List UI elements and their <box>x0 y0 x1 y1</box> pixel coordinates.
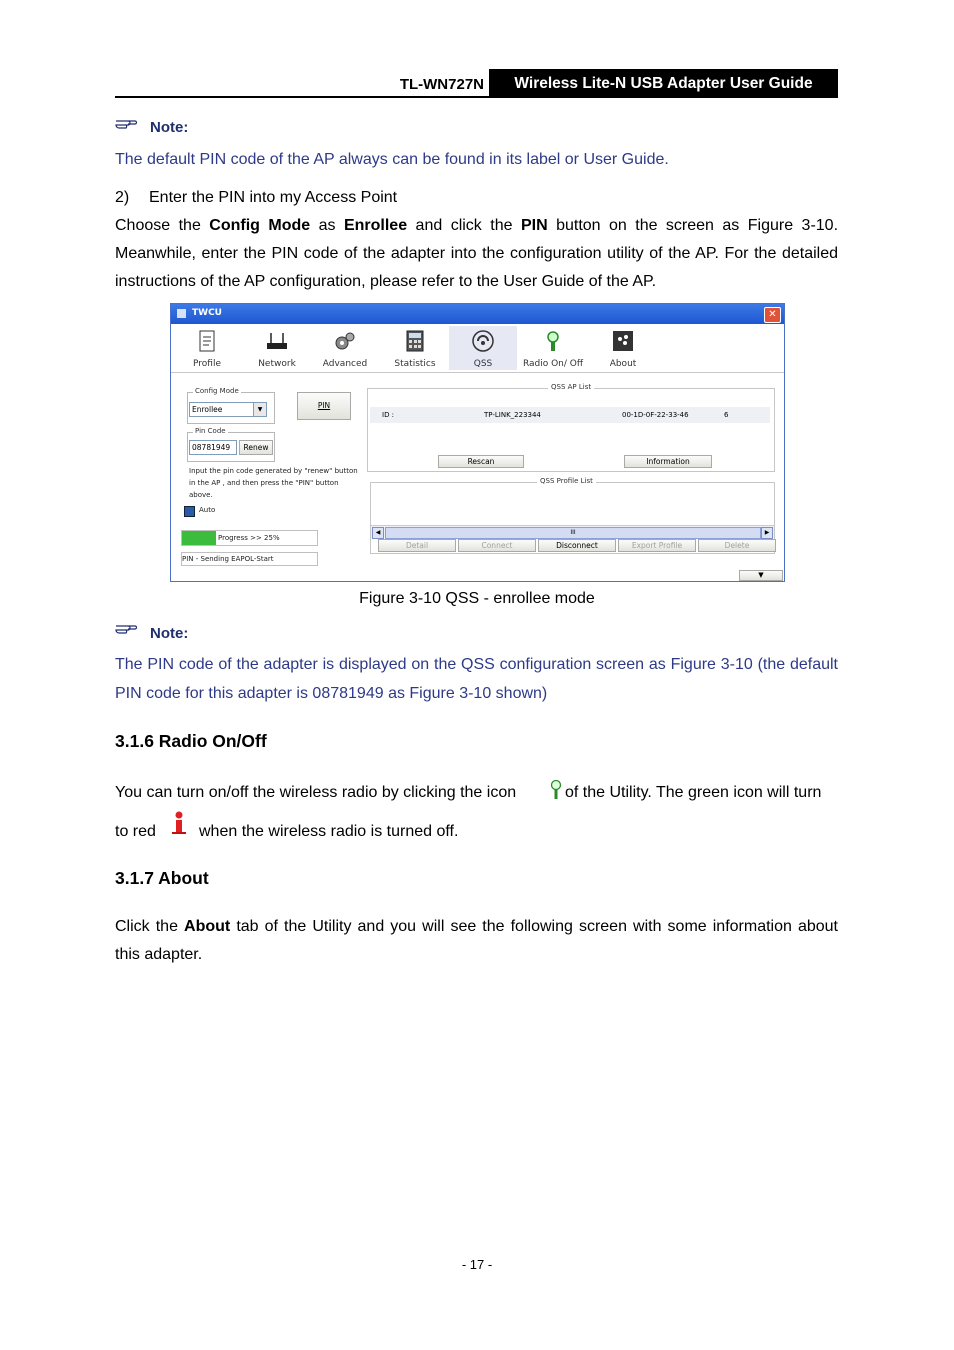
profile-icon <box>195 329 219 353</box>
progress-text: Progress >> 25% <box>218 534 280 542</box>
scroll-thumb[interactable]: III <box>385 527 761 539</box>
pointing-hand-icon <box>115 116 137 130</box>
note-text: The PIN code of the adapter is displayed on the QSS configuration screen as Figure 3-10 (the default PIN code for this adapter is 08781949 as Figure 3-10 shown) <box>115 656 838 702</box>
auto-checkbox[interactable] <box>184 506 195 517</box>
rescan-button[interactable]: Rescan <box>438 455 524 468</box>
tab-advanced[interactable]: Advanced <box>311 326 379 370</box>
header-model: TL-WN727N <box>399 76 484 93</box>
gears-icon <box>333 329 357 353</box>
disconnect-button[interactable]: Disconnect <box>538 539 616 552</box>
step-number: 2) <box>115 189 130 206</box>
ap-row[interactable]: ID : TP-LINK_223344 00-1D-0F-22-33-46 6 <box>370 407 770 423</box>
connect-button[interactable]: Connect <box>458 539 536 552</box>
config-mode-select[interactable]: Enrollee ▼ <box>189 402 267 417</box>
radio-text-line2b: when the wireless radio is turned off. <box>199 823 459 840</box>
auto-label: Auto <box>199 506 216 514</box>
config-mode-group: Config Mode <box>187 392 275 424</box>
window-titlebar <box>171 304 784 324</box>
pin-button[interactable]: PIN <box>297 392 351 420</box>
radio-text-line1b: of the Utility. The green icon will turn <box>565 784 822 801</box>
twcu-window-screenshot <box>170 303 785 582</box>
pin-instructions: Input the pin code generated by "renew" button in the AP , and then press the "PIN" button above. <box>189 467 358 499</box>
radio-green-icon <box>547 779 565 801</box>
note-label: Note: <box>150 119 189 136</box>
progress-fill <box>182 531 216 545</box>
radio-red-icon <box>170 810 188 836</box>
delete-button[interactable]: Delete <box>698 539 776 552</box>
information-button[interactable]: Information <box>624 455 712 468</box>
renew-button[interactable]: Renew <box>239 440 273 455</box>
figure-caption: Figure 3-10 QSS - enrollee mode <box>359 590 595 607</box>
horizontal-scrollbar[interactable] <box>371 525 774 538</box>
chevron-down-icon: ▼ <box>253 403 266 416</box>
section-heading-about: 3.1.7 About <box>115 868 209 888</box>
about-icon <box>611 329 635 353</box>
qss-ap-list-panel: QSS AP List ID : TP-LINK_223344 00-1D-0F-22-33-46 6 Rescan Information <box>367 388 775 472</box>
app-icon <box>177 309 186 318</box>
pointing-hand-icon <box>115 621 137 635</box>
qss-profile-list-panel: QSS Profile List ◀ III ▶ <box>370 482 775 554</box>
radio-text-line1: You can turn on/off the wireless radio by clicking the icon <box>115 784 517 801</box>
header-title: Wireless Lite-N USB Adapter User Guide <box>489 69 838 97</box>
tab-about[interactable]: About <box>589 326 657 370</box>
page-number: - 17 - <box>461 1257 493 1272</box>
note-label: Note: <box>150 625 189 642</box>
qss-icon <box>471 329 495 353</box>
detail-button[interactable]: Detail <box>378 539 456 552</box>
step-text: Enter the PIN into my Access Point <box>149 189 398 206</box>
toolbar <box>171 324 784 373</box>
about-paragraph: Click the About tab of the Utility and you will see the following screen with some information about this adapter. <box>115 918 838 963</box>
expand-down-icon[interactable]: ▼ <box>739 570 783 581</box>
window-title: TWCU <box>192 308 222 318</box>
paragraph-config-mode: Choose the Config Mode as Enrollee and click the PIN button on the screen as Figure 3-10. Meanwhile, enter the PIN code of the adapter into the configuration utility of the AP. For the detailed instructions of the AP configuration, please refer to the User Guide of the AP. <box>115 217 839 290</box>
scroll-left-icon[interactable]: ◀ <box>372 527 384 539</box>
tab-profile[interactable]: Profile <box>173 326 241 370</box>
header-rule <box>115 96 838 98</box>
note-text: The default PIN code of the AP always can be found in its label or User Guide. <box>115 151 669 168</box>
section-heading-radio: 3.1.6 Radio On/Off <box>115 731 267 751</box>
tab-network[interactable]: Network <box>243 326 311 370</box>
export-profile-button[interactable]: Export Profile <box>618 539 696 552</box>
progress-bar <box>181 530 318 546</box>
close-button[interactable]: ✕ <box>764 307 781 323</box>
scroll-right-icon[interactable]: ▶ <box>761 527 773 539</box>
calculator-icon <box>403 329 427 353</box>
pin-code-group: Pin Code <box>187 432 275 462</box>
tab-statistics[interactable]: Statistics <box>381 326 449 370</box>
pin-code-field[interactable]: 08781949 <box>189 440 237 455</box>
tab-radio-on-off[interactable]: Radio On/ Off <box>517 326 589 370</box>
status-text: PIN - Sending EAPOL-Start <box>181 552 318 566</box>
radio-text-line2a: to red <box>115 823 156 840</box>
tab-qss[interactable]: QSS <box>449 326 517 370</box>
router-icon <box>265 329 289 353</box>
radio-green-icon <box>541 329 565 353</box>
